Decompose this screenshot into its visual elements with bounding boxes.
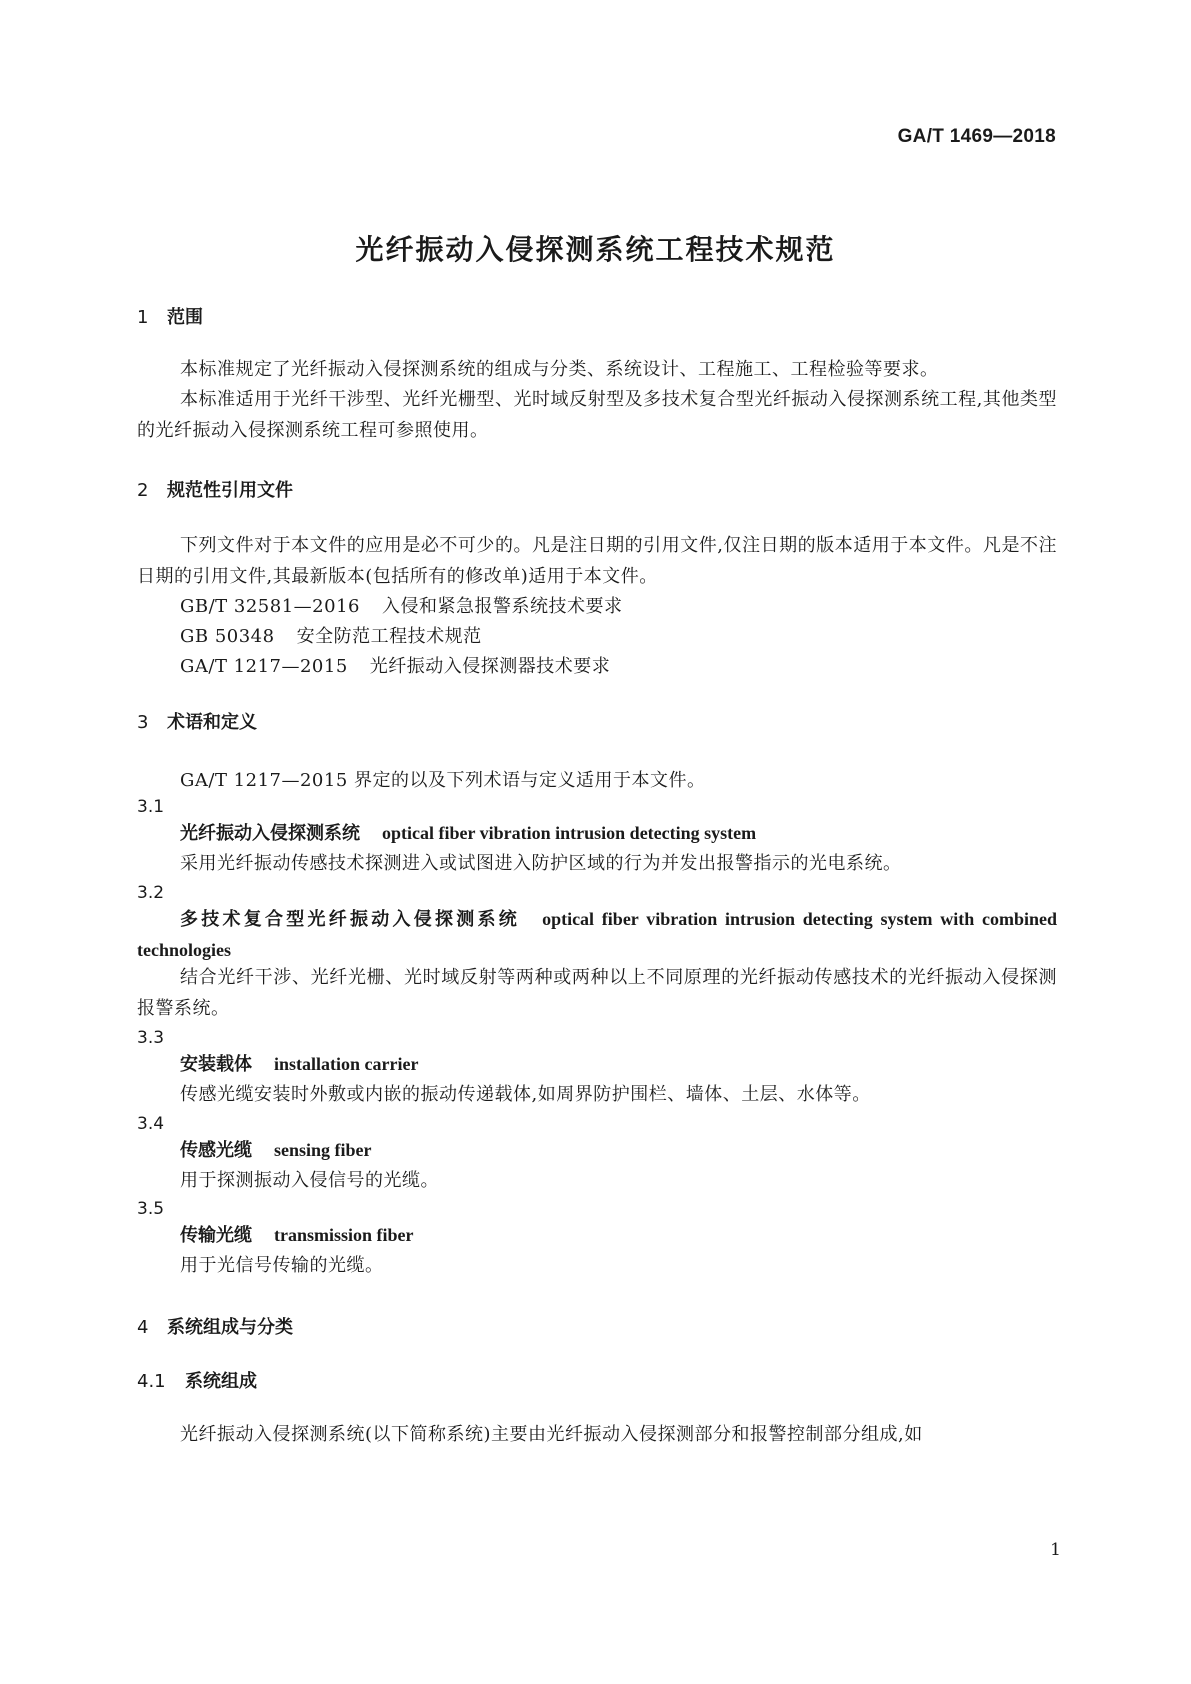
- term-en: installation carrier: [274, 1054, 419, 1074]
- section-title: 规范性引用文件: [167, 480, 293, 501]
- standard-code: GA/T 1469—2018: [897, 126, 1056, 147]
- normative-reference: [180, 622, 482, 648]
- subsection-title: 系统组成: [185, 1371, 257, 1392]
- section-1-paragraph-1: 本标准规定了光纤振动入侵探测系统的组成与分类、系统设计、工程施工、工程检验等要求。: [180, 359, 939, 380]
- reference-title: 入侵和紧急报警系统技术要求: [381, 596, 623, 617]
- term-number: 3.5: [137, 1199, 165, 1219]
- term-number: 3.3: [137, 1028, 165, 1048]
- section-1-heading: [137, 303, 203, 329]
- document-title: 光纤振动入侵探测系统工程技术规范: [355, 233, 836, 266]
- normative-reference: [180, 652, 610, 678]
- section-2-heading: [137, 476, 293, 502]
- subsection-number: 4.1: [137, 1371, 166, 1392]
- term-zh: 传感光缆: [180, 1140, 252, 1161]
- section-title: 系统组成与分类: [167, 1317, 293, 1338]
- term-definition: 用于光信号传输的光缆。: [180, 1255, 384, 1276]
- term-zh: 传输光缆: [180, 1225, 252, 1246]
- term-definition: 采用光纤振动传感技术探测进入或试图进入防护区域的行为并发出报警指示的光电系统。: [180, 853, 902, 874]
- term-en: optical fiber vibration intrusion detecting system: [382, 823, 757, 843]
- reference-code: GB/T 32581—2016: [180, 596, 360, 617]
- term-number: 3.1: [137, 797, 165, 817]
- term-number: 3.2: [137, 883, 165, 903]
- term-entry: [137, 1049, 1057, 1080]
- page-number: 1: [1050, 1540, 1061, 1560]
- term-entry: [137, 1135, 1057, 1166]
- term-entry: [137, 1220, 1057, 1251]
- section-number: 1: [137, 307, 149, 328]
- reference-title: 安全防范工程技术规范: [296, 626, 482, 647]
- term-zh: 光纤振动入侵探测系统: [180, 823, 360, 844]
- term-definition: 用于探测振动入侵信号的光缆。: [180, 1170, 439, 1191]
- section-title: 范围: [167, 307, 203, 328]
- term-en: optical fiber vibration intrusion detecting system with combined technologies: [137, 909, 1057, 960]
- subsection-4-1-heading: [137, 1367, 257, 1393]
- term-definition: 传感光缆安装时外敷或内嵌的振动传递载体,如周界防护围栏、墙体、土层、水体等。: [180, 1084, 871, 1105]
- reference-code: GA/T 1217—2015: [180, 656, 348, 677]
- section-2-paragraph-1: 下列文件对于本文件的应用是必不可少的。凡是注日期的引用文件,仅注日期的版本适用于本文件。凡是不注日期的引用文件,其最新版本(包括所有的修改单)适用于本文件。: [137, 535, 1057, 587]
- term-definition: 结合光纤干涉、光纤光栅、光时域反射等两种或两种以上不同原理的光纤振动传感技术的光纤振动入侵探测报警系统。: [137, 967, 1057, 1019]
- term-zh: 安装载体: [180, 1054, 252, 1075]
- section-number: 4: [137, 1317, 149, 1338]
- section-4-paragraph-1: 光纤振动入侵探测系统(以下简称系统)主要由光纤振动入侵探测部分和报警控制部分组成,如: [180, 1424, 923, 1445]
- term-number: 3.4: [137, 1114, 165, 1134]
- section-4-heading: [137, 1313, 293, 1339]
- section-title: 术语和定义: [167, 712, 257, 733]
- term-zh: 多技术复合型光纤振动入侵探测系统: [180, 909, 521, 930]
- reference-code: GB 50348: [180, 626, 275, 647]
- term-entry: [137, 818, 1057, 849]
- section-number: 3: [137, 712, 149, 733]
- section-number: 2: [137, 480, 149, 501]
- term-en: sensing fiber: [274, 1140, 372, 1160]
- section-3-heading: [137, 708, 257, 734]
- term-en: transmission fiber: [274, 1225, 414, 1245]
- section-3-intro: GA/T 1217—2015 界定的以及下列术语与定义适用于本文件。: [180, 770, 706, 791]
- normative-reference: [180, 592, 622, 618]
- term-entry: [137, 904, 1057, 966]
- section-1-paragraph-2: 本标准适用于光纤干涉型、光纤光栅型、光时域反射型及多技术复合型光纤振动入侵探测系统工程,其他类型的光纤振动入侵探测系统工程可参照使用。: [137, 389, 1057, 441]
- reference-title: 光纤振动入侵探测器技术要求: [369, 656, 611, 677]
